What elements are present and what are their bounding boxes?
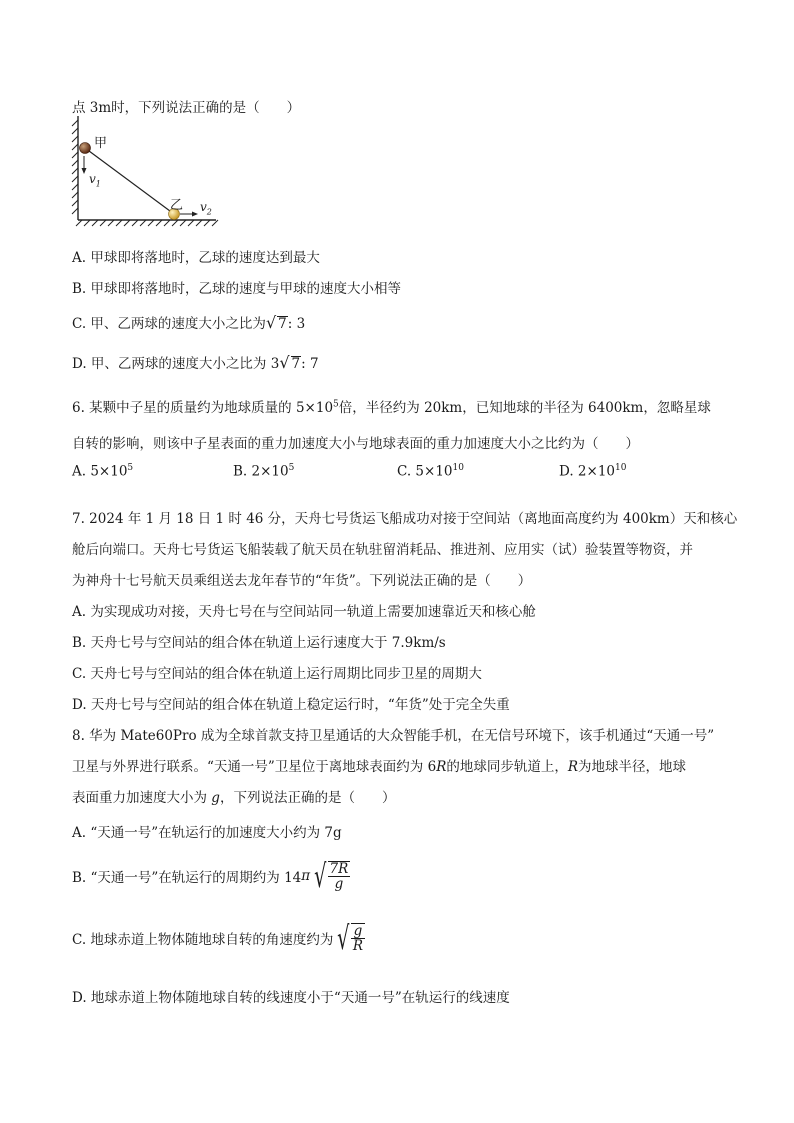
q6-line-1: 6. 某颗中子星的质量约为地球质量的 $5\times 10^5$倍，半径约为 20km，已知地球的半径为 6400km，忽略星球 <box>72 399 711 416</box>
ball-b-label: 乙 <box>170 198 184 213</box>
q8-option-d: D. 地球赤道上物体随地球自转的线速度小于“天通一号”在轨运行的线速度 <box>72 990 510 1006</box>
question-intro-line: 点 3m时，下列说法正确的是（ ） <box>72 100 301 116</box>
q8-line-2: 卫星与外界进行联系。“天通一号”卫星位于离地球表面约为 6R的地球同步轨道上，R为地球半径，地球 <box>72 759 687 775</box>
q7-option-b: B. 天舟七号与空间站的组合体在轨道上运行速度大于 7.9km/s <box>72 635 446 651</box>
q5-option-b: B. 甲球即将落地时，乙球的速度与甲球的速度大小相等 <box>72 281 402 297</box>
v1-arrow-head <box>82 168 87 174</box>
q6-line-2: 自转的影响，则该中子星表面的重力加速度大小与地球表面的重力加速度大小之比约为（ ） <box>72 436 639 452</box>
q8-option-b: B. “天通一号”在轨运行的周期约为 14π √ $\frac{7R}{g}$ <box>72 857 349 895</box>
v2-arrow-head <box>192 212 198 217</box>
q5-option-a: A. 甲球即将落地时，乙球的速度达到最大 <box>72 250 320 266</box>
physics-figure <box>66 112 226 230</box>
wall-hatch <box>72 120 78 214</box>
q7-line-1: 7. 2024 年 1 月 18 日 1 时 46 分，天舟七号货运飞船成功对接于空间站（离地面高度约为 400km）天和核心 <box>72 511 738 527</box>
q8-line-3: 表面重力加速度大小为 g，下列说法正确的是（ ） <box>72 790 396 806</box>
q6-option-b: B. $2\times 10^5$ <box>233 463 295 480</box>
v2-label: $v_2$ <box>200 200 212 217</box>
q8-line-1: 8. 华为 Mate60Pro 成为全球首款支持卫星通话的大众智能手机，在无信号环境下，该手机通过“天通一号” <box>72 728 715 744</box>
q5-option-d: D. 甲、乙两球的速度大小之比为 3√ 7: 7 <box>72 353 319 372</box>
q6-option-d: D. $2\times 10^{10}$ <box>559 463 627 480</box>
v1-label: $v_1$ <box>89 172 101 189</box>
q8-option-a: A. “天通一号”在轨运行的加速度大小约为 7g <box>72 825 342 841</box>
q7-line-3: 为神舟十七号航天员乘组送去龙年春节的“年货”。下列说法正确的是（ ） <box>72 573 532 589</box>
q7-option-a: A. 为实现成功对接，天舟七号在与空间站同一轨道上需要加速靠近天和核心舱 <box>72 604 536 620</box>
floor-hatch <box>76 220 218 226</box>
ball-a <box>80 143 91 154</box>
q6-option-a: A. $5\times 10^5$ <box>72 463 134 480</box>
q6-options <box>72 463 732 483</box>
ball-a-label: 甲 <box>94 136 108 151</box>
q7-option-c: C. 天舟七号与空间站的组合体在轨道上运行周期比同步卫星的周期大 <box>72 666 482 682</box>
q6-option-c: C. $5\times 10^{10}$ <box>397 463 464 480</box>
q8-option-c: C. 地球赤道上物体随地球自转的角速度约为 √ $\frac{g}{R}$ <box>72 919 363 957</box>
q7-option-d: D. 天舟七号与空间站的组合体在轨道上稳定运行时，“年货”处于完全失重 <box>72 697 510 713</box>
q5-option-c: C. 甲、乙两球的速度大小之比为√ 7: 3 <box>72 313 306 332</box>
q7-line-2: 舱后向端口。天舟七号货运飞船装载了航天员在轨驻留消耗品、推进剂、应用实（试）验装置等物资，并 <box>72 542 693 558</box>
